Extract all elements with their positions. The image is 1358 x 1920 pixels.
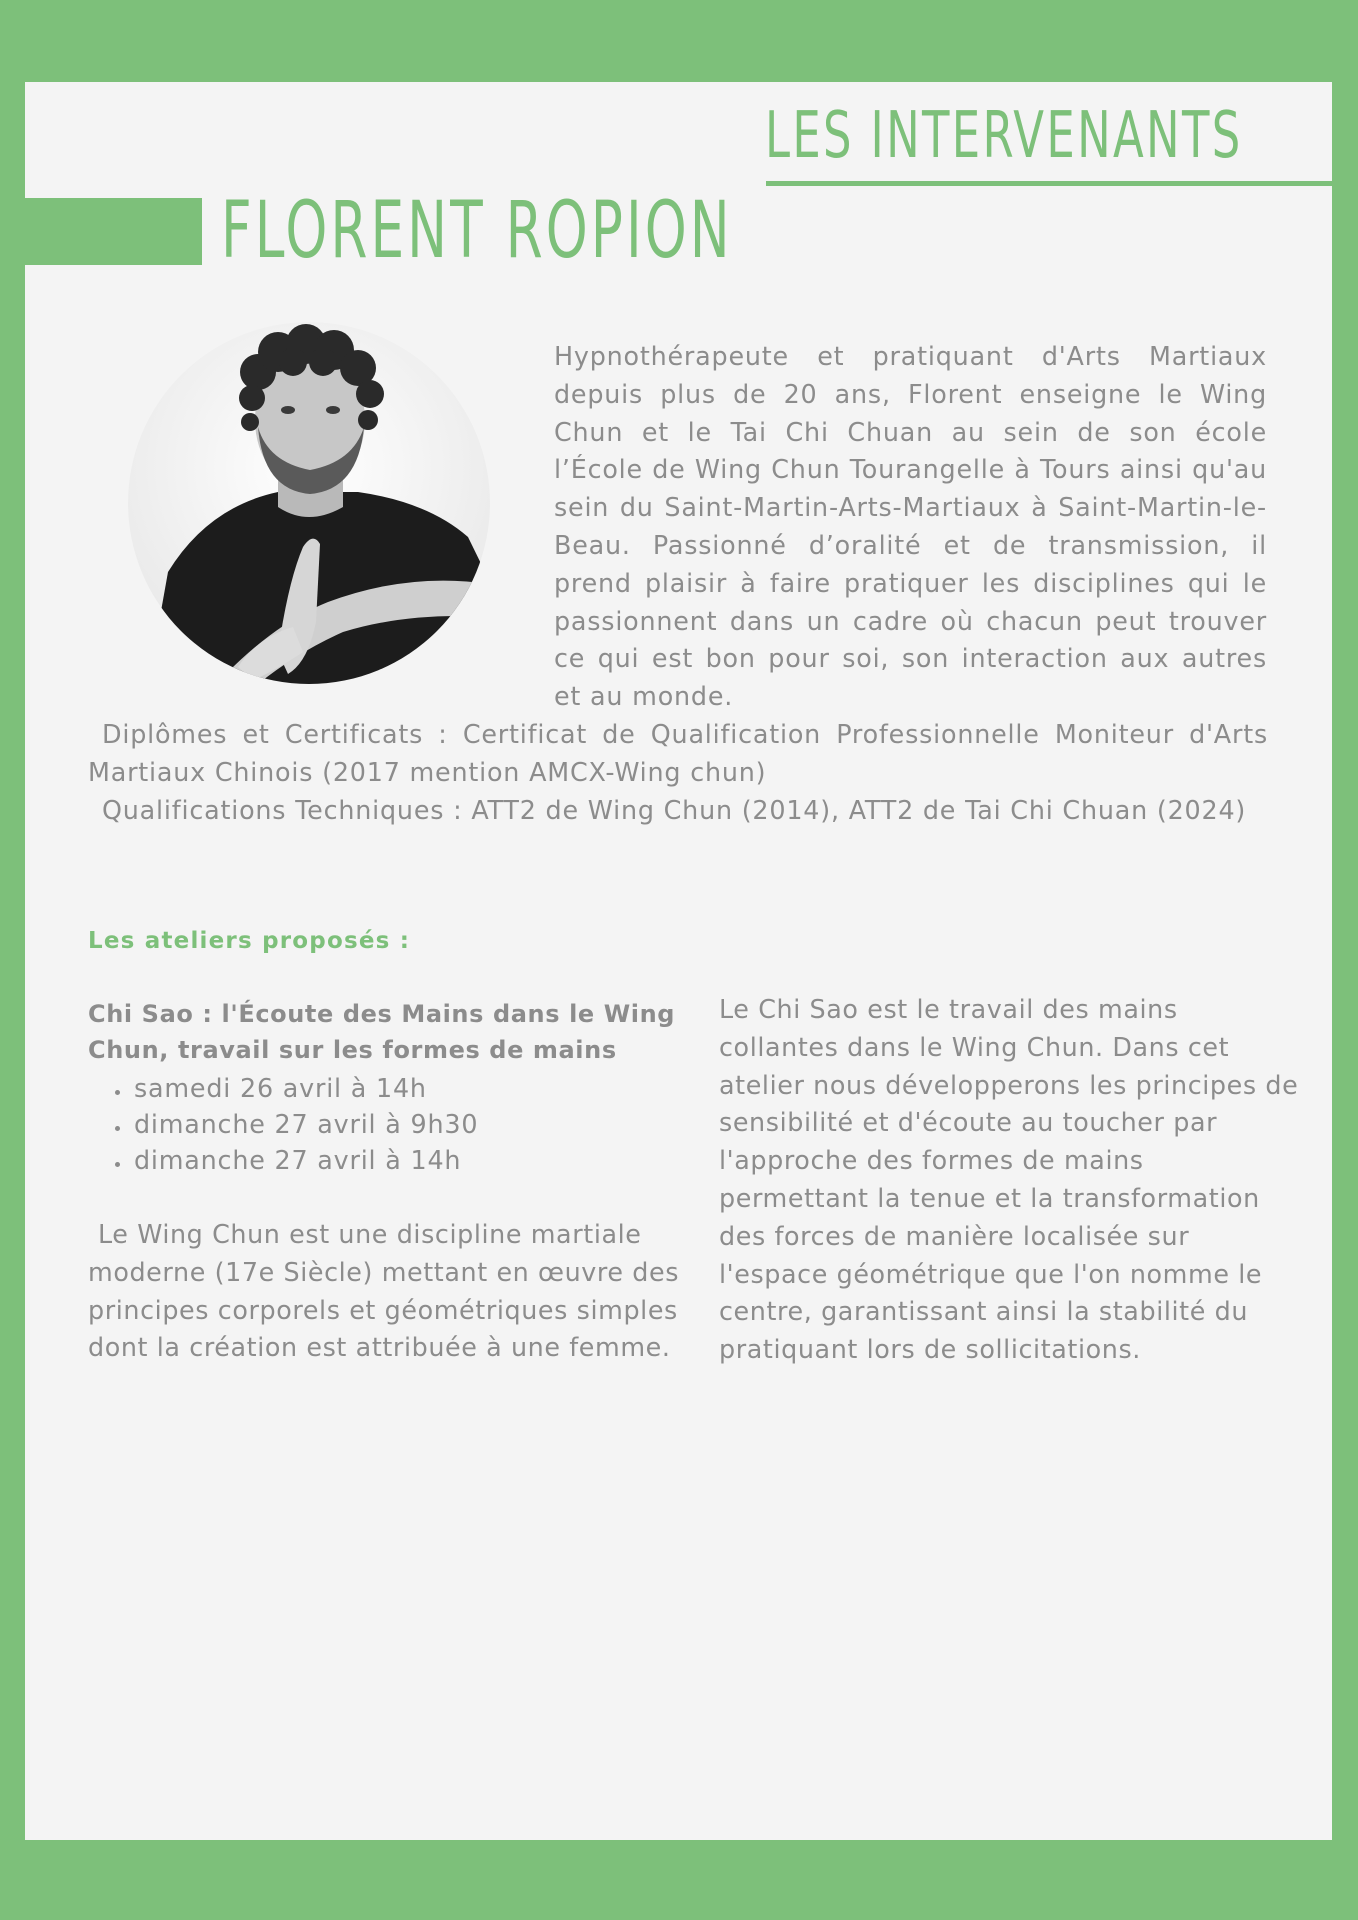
workshop-date-item: • samedi 26 avril à 14h	[132, 1070, 698, 1106]
workshop-date-item: • dimanche 27 avril à 9h30	[132, 1106, 698, 1142]
bio-paragraph: Hypnothérapeute et pratiquant d'Arts Martiaux depuis plus de 20 ans, Florent enseigne le Wing Chun et le Tai Chi Chuan au sein de son école l’École de Wing Chun Tourangelle à Tours ainsi qu'au sein du Saint-Martin-Arts-Martiaux à Saint-Martin-le-Beau. Passionné d’oralité et de transmission, il prend plaisir à faire pratiquer les disciplines qui le passionnent dans un cadre où chacun peut trouver ce qui est bon pour soi, son interaction aux autres et au monde.	[554, 341, 1267, 712]
content-page	[25, 82, 1332, 1840]
section-title: LES INTERVENANTS	[765, 99, 1243, 173]
person-name: FLORENT ROPION	[221, 186, 733, 276]
title-underline	[766, 181, 1332, 186]
workshops-heading: Les ateliers proposés :	[88, 928, 411, 954]
workshop-dates-list	[88, 1070, 698, 1178]
chi-sao-description: Le Chi Sao est le travail des mains collantes dans le Wing Chun. Dans cet atelier nous développerons les principes de sensibilité et d'écoute au toucher par l'approche des formes de mains permettant la tenue et la transformation des forces de manière localisée sur l'espace géométrique que l'on nomme le centre, garantissant ainsi la stabilité du pratiquant lors de sollicitations.	[719, 994, 1299, 1365]
credentials-block	[88, 716, 1268, 829]
diplomas-text: Diplômes et Certificats : Certificat de Qualification Professionnelle Moniteur d'Arts Martiaux Chinois (2017 mention AMCX-Wing chun)	[88, 719, 1268, 787]
workshop-date-item: • dimanche 27 avril à 14h	[132, 1142, 698, 1178]
portrait-photo	[128, 322, 490, 684]
workshop-left-column	[88, 996, 698, 1367]
qualifications-text: Qualifications Techniques : ATT2 de Wing Chun (2014), ATT2 de Tai Chi Chuan (2024)	[102, 794, 1247, 825]
wing-chun-description: Le Wing Chun est une discipline martiale moderne (17e Siècle) mettant en œuvre des principes corporels et géométriques simples dont la création est attribuée à une femme.	[88, 1219, 680, 1363]
workshop-title: Chi Sao : l'Écoute des Mains dans le Wing Chun, travail sur les formes de mains	[88, 1000, 676, 1064]
name-accent-bar	[25, 198, 202, 265]
